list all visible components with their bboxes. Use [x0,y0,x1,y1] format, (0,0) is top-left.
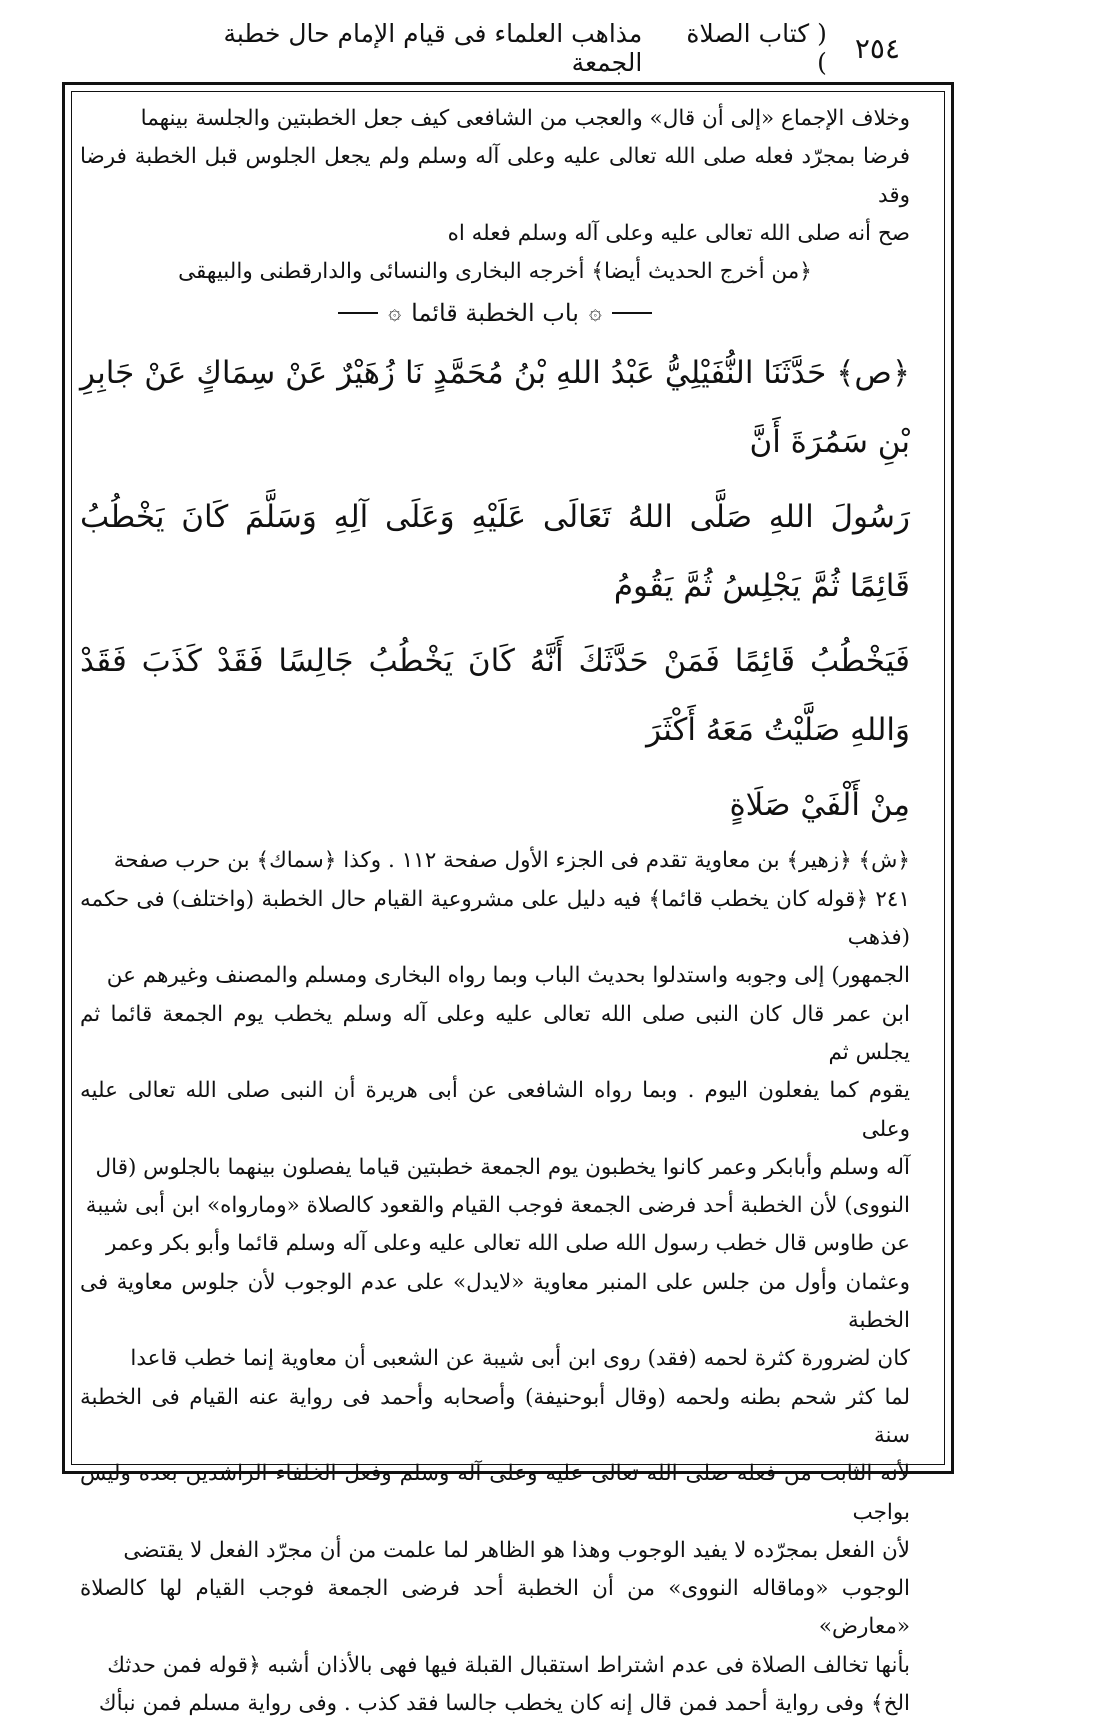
hadith-text [80,339,910,840]
page-header [150,19,900,77]
commentary-line: الخ﴾ وفى رواية أحمد فمن قال إنه كان يخطب جالسا فقد كذب . وفى رواية مسلم فمن نبأك [98,1691,910,1717]
page-number: ٢٥٤ [854,31,900,65]
commentary-line: لأنه الثابت من فعله صلى الله تعالى عليه وعلى آله وسلم وفعل الخلفاء الراشدين بعده وليس بواجب [80,1461,910,1525]
commentary-line: لأن الفعل بمجرّده لا يفيد الوجوب وهذا هو الظاهر لما علمت من أن مجرّد الفعل لا يقتضى [123,1537,910,1563]
chapter-heading [80,293,910,333]
intro-line: وخلاف الإجماع «إلى أن قال» والعجب من الشافعى كيف جعل الخطبتين والجلسة بينهما [140,106,910,131]
chapter-title: باب الخطبة قائما [411,299,579,328]
heading-rule [338,312,378,314]
intro-line: صح أنه صلى الله تعالى عليه وعلى آله وسلم فعله اه [447,220,910,246]
commentary-line: لما كثر شحم بطنه ولحمه (وقال أبوحنيفة) وأصحابه وأحمد فى رواية عنه القيام فى الخطبة سنة [80,1384,910,1448]
hadith-line: فَيَخْطُبُ قَائِمًا فَمَنْ حَدَّثَكَ أَنَّهُ كَانَ يَخْطُبُ جَالِسًا فَقَدْ كَذَبَ فَقَدْ وَاللهِ صَلَّيْتُ مَعَهُ أَكْثَرَ [80,643,910,749]
ornament-icon: ۞ [588,300,602,326]
running-chapter-title: مذاهب العلماء فى قيام الإمام حال خطبة الجمعة [223,19,643,77]
commentary-line: وعثمان وأول من جلس على المنبر معاوية «لايدل» على عدم الوجوب لأن جلوس معاوية فى الخطبة [80,1269,910,1334]
ornament-icon: ۞ [388,300,402,326]
hadith-line: رَسُولَ اللهِ صَلَّى اللهُ تَعَالَى عَلَيْهِ وَعَلَى آلِهِ وَسَلَّمَ كَانَ يَخْطُبُ قَائِمًا ثُمَّ يَجْلِسُ ثُمَّ يَقُومُ [80,499,910,605]
commentary-line: يقوم كما يفعلون اليوم . وبما رواه الشافعى عن أبى هريرة أن النبى صلى الله تعالى عليه وعلى [80,1078,910,1142]
book-title: ( كتاب الصلاة ) [686,19,827,77]
commentary-text [80,842,910,1723]
commentary-line: ٢٤١ ﴿قوله كان يخطب قائما﴾ فيه دليل على مشروعية القيام حال الخطبة (واختلف) فى حكمه (فذهب [80,886,910,951]
commentary-line: النووى) لأن الخطبة أحد فرضى الجمعة فوجب القيام والقعود كالصلاة «ومارواه» ابن أبى شيبة [85,1193,910,1219]
commentary-line: آله وسلم وأبابكر وعمر كانوا يخطبون يوم الجمعة خطبتين قياما يفصلون بينهما بالجلوس (قال [95,1154,910,1180]
intro-text [80,100,910,253]
hadith-line: مِنْ أَلْفَيْ صَلَاةٍ [729,787,910,824]
page-content [80,100,910,1723]
heading-rule [612,312,652,314]
intro-line: فرضا بمجرّد فعله صلى الله تعالى عليه وعلى آله وسلم ولم يجعل الجلوس قبل الخطبة فرضا وقد [80,144,910,208]
takhrij-line: ﴿من أخرج الحديث أيضا﴾ أخرجه البخارى والنسائى والدارقطنى والبيهقى [178,259,812,285]
commentary-line: الجمهور) إلى وجوبه واستدلوا بحديث الباب وبما رواه البخارى ومسلم والمصنف وغيرهم عن [106,963,910,989]
commentary-line: عن طاوس قال خطب رسول الله صلى الله تعالى عليه وعلى آله وسلم قائما وأبو بكر وعمر [105,1231,910,1257]
commentary-line: كان لضرورة كثرة لحمه (فقد) روى ابن أبى شيبة عن الشعبى أن معاوية إنما خطب قاعدا [130,1346,910,1372]
commentary-line: ابن عمر قال كان النبى صلى الله تعالى عليه وعلى آله وسلم يخطب يوم الجمعة قائما ثم يجلس ثم [80,1001,910,1065]
commentary-line: الوجوب «وماقاله النووى» من أن الخطبة أحد فرضى الجمعة فوجب القيام لها كالصلاة «معارض» [80,1576,910,1640]
commentary-line: بأنها تخالف الصلاة فى عدم اشتراط استقبال القبلة فيها فهى بالأذان أشبه ﴿قوله فمن حدثك [107,1652,910,1678]
commentary-line: ﴿ش﴾ ﴿زهير﴾ بن معاوية تقدم فى الجزء الأول صفحة ١١٢ . وكذا ﴿سماك﴾ بن حرب صفحة [113,848,910,874]
hadith-line: ﴿ص﴾ حَدَّثَنَا النُّفَيْلِيُّ عَبْدُ اللهِ بْنُ مُحَمَّدٍ نَا زُهَيْرٌ عَنْ سِمَاكٍ عَنْ جَابِرِ بْنِ سَمُرَةَ أَنَّ [80,355,910,461]
